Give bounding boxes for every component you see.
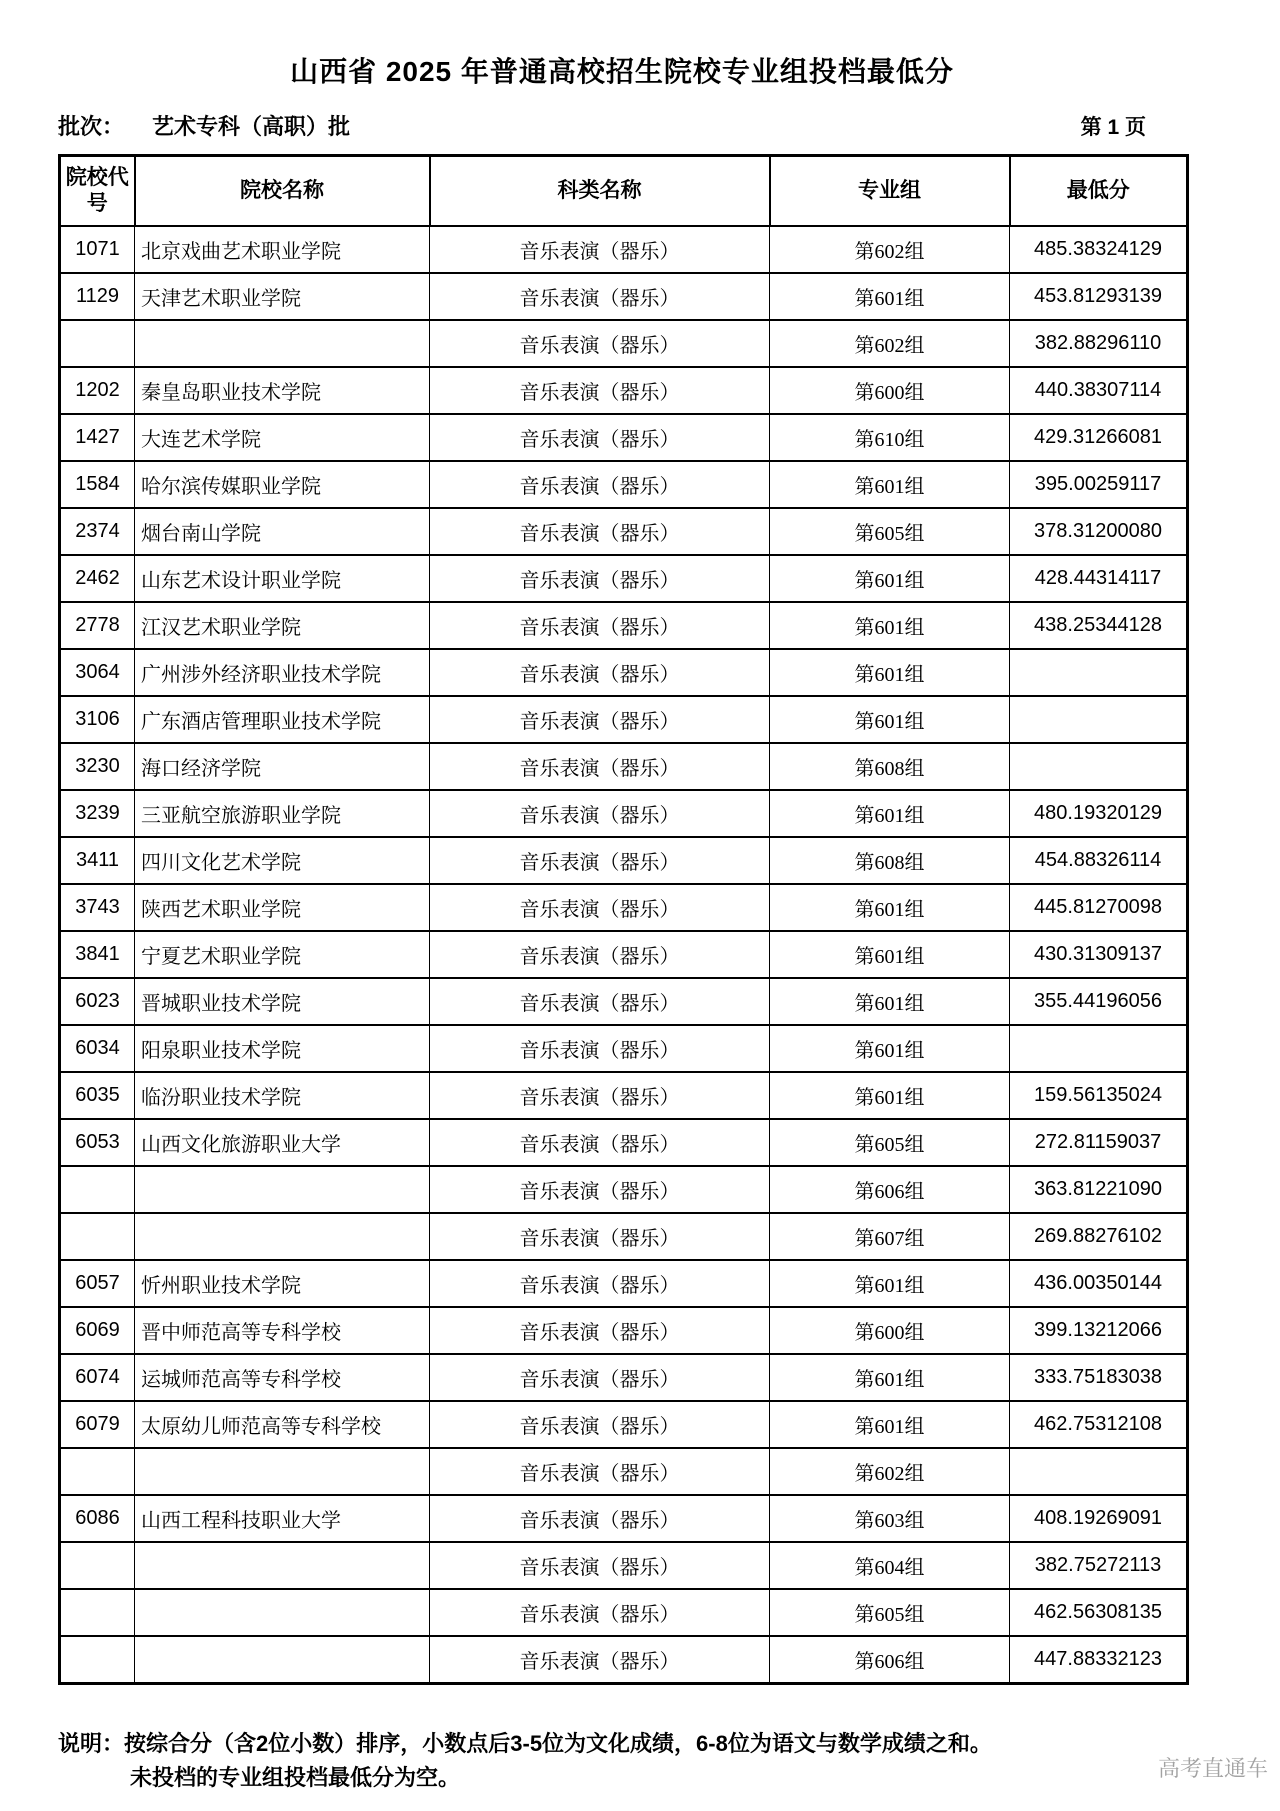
cell-institution-code: 6069 <box>60 1307 135 1354</box>
score-table <box>58 154 1189 1685</box>
batch-value: 艺术专科（高职）批 <box>152 114 351 139</box>
footnote-label: 说明： <box>58 1731 125 1757</box>
cell-subject-category: 音乐表演（器乐） <box>430 884 770 931</box>
cell-subject-category: 音乐表演（器乐） <box>430 320 770 367</box>
cell-institution-code: 6035 <box>60 1072 135 1119</box>
cell-major-group: 第605组 <box>770 1589 1010 1636</box>
cell-institution-name <box>135 1448 430 1495</box>
cell-subject-category: 音乐表演（器乐） <box>430 743 770 790</box>
cell-major-group: 第605组 <box>770 508 1010 555</box>
cell-minimum-score: 453.81293139 <box>1010 273 1188 320</box>
cell-institution-code: 3106 <box>60 696 135 743</box>
cell-institution-name <box>135 1636 430 1684</box>
cell-minimum-score: 430.31309137 <box>1010 931 1188 978</box>
table-row <box>60 226 1188 273</box>
cell-minimum-score: 382.88296110 <box>1010 320 1188 367</box>
table-row <box>60 1636 1188 1684</box>
batch-info <box>58 114 350 140</box>
cell-subject-category: 音乐表演（器乐） <box>430 696 770 743</box>
cell-institution-code <box>60 1166 135 1213</box>
cell-subject-category: 音乐表演（器乐） <box>430 1636 770 1684</box>
cell-major-group: 第601组 <box>770 790 1010 837</box>
cell-major-group: 第607组 <box>770 1213 1010 1260</box>
cell-institution-code: 3239 <box>60 790 135 837</box>
cell-institution-name: 天津艺术职业学院 <box>135 273 430 320</box>
cell-major-group: 第601组 <box>770 931 1010 978</box>
table-header-row <box>60 156 1188 227</box>
cell-minimum-score: 382.75272113 <box>1010 1542 1188 1589</box>
cell-institution-code: 1071 <box>60 226 135 273</box>
cell-institution-code: 1584 <box>60 461 135 508</box>
table-row <box>60 320 1188 367</box>
table-row <box>60 1401 1188 1448</box>
cell-institution-name: 忻州职业技术学院 <box>135 1260 430 1307</box>
table-row <box>60 743 1188 790</box>
cell-institution-name: 阳泉职业技术学院 <box>135 1025 430 1072</box>
cell-subject-category: 音乐表演（器乐） <box>430 414 770 461</box>
cell-major-group: 第601组 <box>770 978 1010 1025</box>
cell-subject-category: 音乐表演（器乐） <box>430 649 770 696</box>
cell-subject-category: 音乐表演（器乐） <box>430 1025 770 1072</box>
batch-label: 批次： <box>58 114 125 139</box>
cell-minimum-score <box>1010 649 1188 696</box>
table-row <box>60 1448 1188 1495</box>
cell-institution-code: 6023 <box>60 978 135 1025</box>
footnote-line2: 未投档的专业组投档最低分为空。 <box>130 1765 461 1791</box>
cell-minimum-score: 399.13212066 <box>1010 1307 1188 1354</box>
cell-major-group: 第601组 <box>770 1354 1010 1401</box>
cell-institution-code: 3743 <box>60 884 135 931</box>
table-row <box>60 602 1188 649</box>
cell-institution-name <box>135 1542 430 1589</box>
table-row <box>60 414 1188 461</box>
table-row <box>60 1542 1188 1589</box>
header-subject-category: 科类名称 <box>430 156 770 227</box>
cell-minimum-score: 408.19269091 <box>1010 1495 1188 1542</box>
cell-institution-code: 1427 <box>60 414 135 461</box>
table-row <box>60 1213 1188 1260</box>
cell-institution-code: 6034 <box>60 1025 135 1072</box>
table-row <box>60 461 1188 508</box>
cell-institution-name: 山东艺术设计职业学院 <box>135 555 430 602</box>
cell-major-group: 第600组 <box>770 367 1010 414</box>
cell-institution-name: 大连艺术学院 <box>135 414 430 461</box>
cell-minimum-score <box>1010 696 1188 743</box>
cell-major-group: 第610组 <box>770 414 1010 461</box>
cell-institution-code <box>60 1589 135 1636</box>
cell-major-group: 第600组 <box>770 1307 1010 1354</box>
cell-institution-name: 海口经济学院 <box>135 743 430 790</box>
cell-subject-category: 音乐表演（器乐） <box>430 1260 770 1307</box>
cell-major-group: 第602组 <box>770 226 1010 273</box>
cell-institution-code: 3230 <box>60 743 135 790</box>
cell-major-group: 第601组 <box>770 1072 1010 1119</box>
cell-subject-category: 音乐表演（器乐） <box>430 273 770 320</box>
cell-subject-category: 音乐表演（器乐） <box>430 1401 770 1448</box>
cell-institution-name: 广州涉外经济职业技术学院 <box>135 649 430 696</box>
cell-institution-name: 烟台南山学院 <box>135 508 430 555</box>
cell-subject-category: 音乐表演（器乐） <box>430 508 770 555</box>
cell-institution-code <box>60 1213 135 1260</box>
cell-minimum-score <box>1010 1025 1188 1072</box>
cell-major-group: 第606组 <box>770 1166 1010 1213</box>
cell-subject-category: 音乐表演（器乐） <box>430 837 770 884</box>
cell-institution-name: 太原幼儿师范高等专科学校 <box>135 1401 430 1448</box>
page-number: 第 1 页 <box>1080 116 1146 140</box>
cell-institution-code <box>60 320 135 367</box>
cell-major-group: 第601组 <box>770 1260 1010 1307</box>
cell-institution-code: 1129 <box>60 273 135 320</box>
cell-institution-code <box>60 1542 135 1589</box>
page-title: 山西省 2025 年普通高校招生院校专业组投档最低分 <box>290 56 954 87</box>
cell-institution-name: 陕西艺术职业学院 <box>135 884 430 931</box>
cell-institution-name: 山西文化旅游职业大学 <box>135 1119 430 1166</box>
batch-row <box>58 114 1186 140</box>
cell-institution-code: 3411 <box>60 837 135 884</box>
cell-subject-category: 音乐表演（器乐） <box>430 367 770 414</box>
cell-institution-code: 2462 <box>60 555 135 602</box>
cell-institution-name <box>135 1213 430 1260</box>
table-row <box>60 790 1188 837</box>
table-row <box>60 555 1188 602</box>
cell-minimum-score: 447.88332123 <box>1010 1636 1188 1684</box>
cell-subject-category: 音乐表演（器乐） <box>430 931 770 978</box>
cell-institution-code: 1202 <box>60 367 135 414</box>
cell-minimum-score <box>1010 1448 1188 1495</box>
footnote-text1: 按综合分（含2位小数）排序，小数点后3-5位为文化成绩，6-8位为语文与数学成绩之和。 <box>124 1731 992 1757</box>
cell-institution-name: 江汉艺术职业学院 <box>135 602 430 649</box>
cell-subject-category: 音乐表演（器乐） <box>430 1119 770 1166</box>
cell-subject-category: 音乐表演（器乐） <box>430 1354 770 1401</box>
cell-institution-code <box>60 1448 135 1495</box>
cell-major-group: 第601组 <box>770 273 1010 320</box>
cell-subject-category: 音乐表演（器乐） <box>430 1589 770 1636</box>
cell-institution-code: 3064 <box>60 649 135 696</box>
cell-institution-name: 三亚航空旅游职业学院 <box>135 790 430 837</box>
cell-major-group: 第601组 <box>770 461 1010 508</box>
cell-major-group: 第608组 <box>770 743 1010 790</box>
cell-subject-category: 音乐表演（器乐） <box>430 226 770 273</box>
cell-institution-name: 四川文化艺术学院 <box>135 837 430 884</box>
table-row <box>60 931 1188 978</box>
table-row <box>60 1072 1188 1119</box>
cell-institution-name <box>135 1589 430 1636</box>
cell-subject-category: 音乐表演（器乐） <box>430 1495 770 1542</box>
cell-subject-category: 音乐表演（器乐） <box>430 1166 770 1213</box>
table-header <box>60 156 1188 227</box>
cell-institution-name: 晋中师范高等专科学校 <box>135 1307 430 1354</box>
cell-subject-category: 音乐表演（器乐） <box>430 790 770 837</box>
cell-institution-name: 北京戏曲艺术职业学院 <box>135 226 430 273</box>
table-row <box>60 837 1188 884</box>
table-row <box>60 884 1188 931</box>
watermark: 高考直通车 <box>1157 1756 1268 1781</box>
footnote-line1 <box>58 1727 1186 1761</box>
cell-major-group: 第601组 <box>770 602 1010 649</box>
table-row <box>60 978 1188 1025</box>
table-row <box>60 649 1188 696</box>
cell-institution-name: 哈尔滨传媒职业学院 <box>135 461 430 508</box>
table-row <box>60 508 1188 555</box>
cell-major-group: 第608组 <box>770 837 1010 884</box>
table-row <box>60 1260 1188 1307</box>
cell-minimum-score: 378.31200080 <box>1010 508 1188 555</box>
cell-subject-category: 音乐表演（器乐） <box>430 555 770 602</box>
cell-institution-code: 6074 <box>60 1354 135 1401</box>
cell-minimum-score: 480.19320129 <box>1010 790 1188 837</box>
cell-minimum-score: 485.38324129 <box>1010 226 1188 273</box>
document-content <box>58 0 1186 1796</box>
cell-subject-category: 音乐表演（器乐） <box>430 1542 770 1589</box>
cell-major-group: 第601组 <box>770 649 1010 696</box>
table-body <box>60 226 1188 1684</box>
cell-institution-code: 2374 <box>60 508 135 555</box>
cell-institution-code: 6086 <box>60 1495 135 1542</box>
table-row <box>60 1307 1188 1354</box>
table-row <box>60 1166 1188 1213</box>
cell-minimum-score: 454.88326114 <box>1010 837 1188 884</box>
cell-minimum-score: 395.00259117 <box>1010 461 1188 508</box>
cell-institution-name: 临汾职业技术学院 <box>135 1072 430 1119</box>
cell-minimum-score: 440.38307114 <box>1010 367 1188 414</box>
cell-major-group: 第602组 <box>770 320 1010 367</box>
table-row <box>60 1589 1188 1636</box>
cell-minimum-score: 438.25344128 <box>1010 602 1188 649</box>
cell-minimum-score: 462.75312108 <box>1010 1401 1188 1448</box>
cell-major-group: 第602组 <box>770 1448 1010 1495</box>
cell-institution-code: 6079 <box>60 1401 135 1448</box>
cell-major-group: 第606组 <box>770 1636 1010 1684</box>
cell-institution-name: 秦皇岛职业技术学院 <box>135 367 430 414</box>
cell-minimum-score: 445.81270098 <box>1010 884 1188 931</box>
cell-minimum-score: 436.00350144 <box>1010 1260 1188 1307</box>
header-minimum-score: 最低分 <box>1010 156 1188 227</box>
cell-minimum-score <box>1010 743 1188 790</box>
cell-subject-category: 音乐表演（器乐） <box>430 1307 770 1354</box>
cell-major-group: 第603组 <box>770 1495 1010 1542</box>
table-row <box>60 696 1188 743</box>
cell-major-group: 第605组 <box>770 1119 1010 1166</box>
table-row <box>60 1354 1188 1401</box>
cell-major-group: 第601组 <box>770 555 1010 602</box>
cell-minimum-score: 355.44196056 <box>1010 978 1188 1025</box>
header-institution-name: 院校名称 <box>135 156 430 227</box>
cell-minimum-score: 159.56135024 <box>1010 1072 1188 1119</box>
cell-minimum-score: 363.81221090 <box>1010 1166 1188 1213</box>
cell-minimum-score: 428.44314117 <box>1010 555 1188 602</box>
cell-subject-category: 音乐表演（器乐） <box>430 602 770 649</box>
cell-minimum-score: 429.31266081 <box>1010 414 1188 461</box>
cell-subject-category: 音乐表演（器乐） <box>430 461 770 508</box>
cell-subject-category: 音乐表演（器乐） <box>430 1448 770 1495</box>
cell-major-group: 第601组 <box>770 1025 1010 1072</box>
cell-subject-category: 音乐表演（器乐） <box>430 1072 770 1119</box>
cell-institution-code: 6053 <box>60 1119 135 1166</box>
cell-minimum-score: 462.56308135 <box>1010 1589 1188 1636</box>
cell-minimum-score: 269.88276102 <box>1010 1213 1188 1260</box>
footnote <box>58 1727 1186 1795</box>
cell-minimum-score: 333.75183038 <box>1010 1354 1188 1401</box>
cell-institution-name <box>135 320 430 367</box>
table-row <box>60 1119 1188 1166</box>
cell-institution-name: 山西工程科技职业大学 <box>135 1495 430 1542</box>
cell-major-group: 第604组 <box>770 1542 1010 1589</box>
table-row <box>60 1025 1188 1072</box>
cell-institution-name: 宁夏艺术职业学院 <box>135 931 430 978</box>
table-row <box>60 273 1188 320</box>
cell-institution-name <box>135 1166 430 1213</box>
cell-institution-name: 晋城职业技术学院 <box>135 978 430 1025</box>
cell-institution-code: 3841 <box>60 931 135 978</box>
cell-institution-code: 2778 <box>60 602 135 649</box>
cell-institution-name: 运城师范高等专科学校 <box>135 1354 430 1401</box>
header-major-group: 专业组 <box>770 156 1010 227</box>
header-institution-code: 院校代号 <box>60 156 135 227</box>
cell-subject-category: 音乐表演（器乐） <box>430 1213 770 1260</box>
cell-institution-code <box>60 1636 135 1684</box>
table-row <box>60 367 1188 414</box>
cell-major-group: 第601组 <box>770 1401 1010 1448</box>
cell-minimum-score: 272.81159037 <box>1010 1119 1188 1166</box>
table-row <box>60 1495 1188 1542</box>
cell-institution-name: 广东酒店管理职业技术学院 <box>135 696 430 743</box>
cell-major-group: 第601组 <box>770 884 1010 931</box>
cell-subject-category: 音乐表演（器乐） <box>430 978 770 1025</box>
cell-institution-code: 6057 <box>60 1260 135 1307</box>
cell-major-group: 第601组 <box>770 696 1010 743</box>
